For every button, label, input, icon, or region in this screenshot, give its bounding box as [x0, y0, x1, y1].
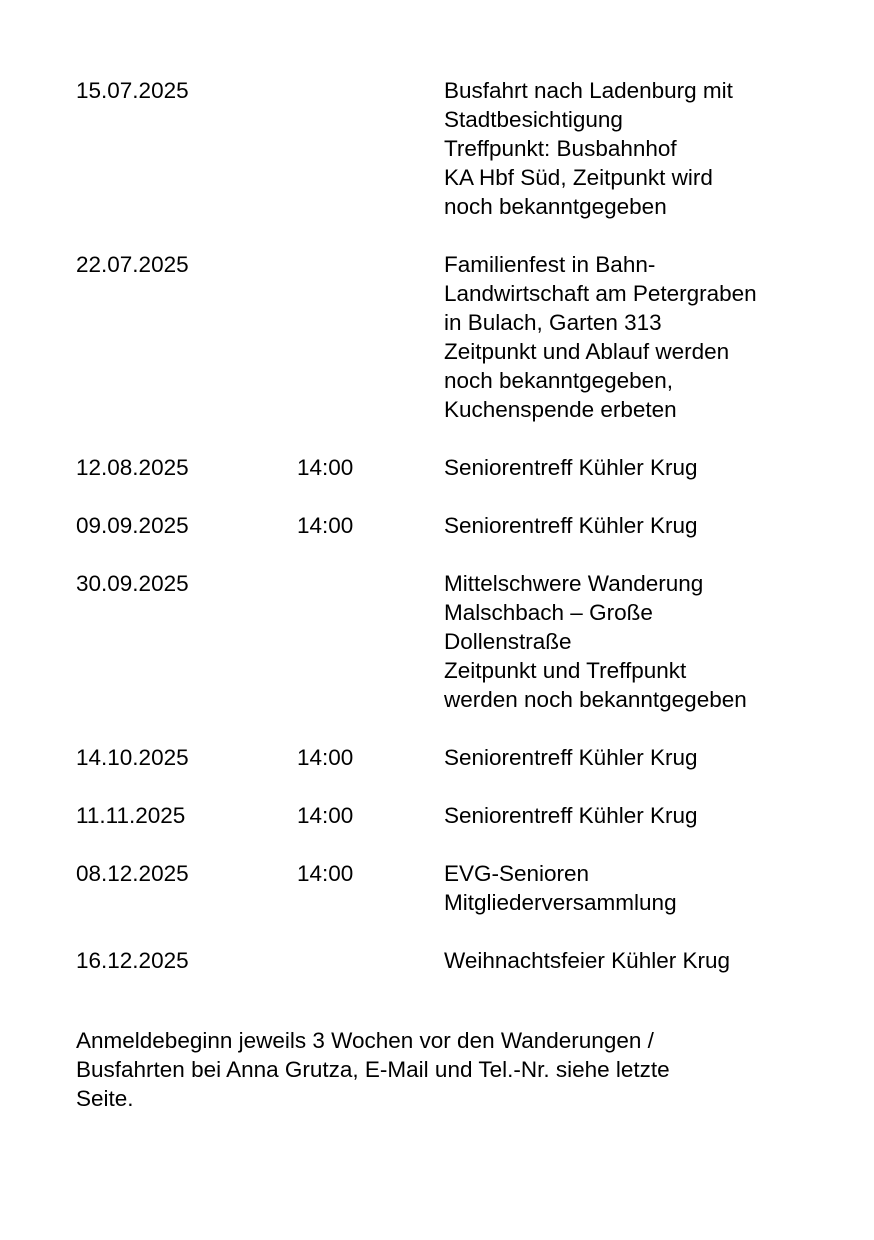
event-description — [444, 453, 836, 482]
registration-note-line: Busfahrten bei Anna Grutza, E-Mail und Tel.-Nr. siehe letzte — [76, 1057, 670, 1082]
event-time — [297, 946, 444, 975]
event-description-line: Landwirtschaft am Petergraben — [444, 281, 757, 306]
event-description-line: EVG-Senioren — [444, 861, 590, 886]
event-row — [76, 511, 836, 540]
event-date: 15.07.2025 — [76, 78, 189, 103]
event-description — [444, 859, 836, 917]
event-description-line: Seniorentreff Kühler Krug — [444, 513, 698, 538]
event-description-line: Zeitpunkt und Ablauf werden — [444, 339, 730, 364]
event-description-line: Zeitpunkt und Treffpunkt — [444, 658, 687, 683]
event-row — [76, 569, 836, 714]
event-description — [444, 250, 836, 424]
event-row — [76, 946, 836, 975]
event-description-line: Treffpunkt: Busbahnhof — [444, 136, 677, 161]
event-row — [76, 453, 836, 482]
event-description-line: Dollenstraße — [444, 629, 572, 654]
event-description — [444, 511, 836, 540]
event-date: 11.11.2025 — [76, 803, 186, 828]
event-description-line: noch bekanntgegeben — [444, 194, 667, 219]
event-description — [444, 743, 836, 772]
event-time: 14:00 — [297, 455, 354, 480]
event-date: 30.09.2025 — [76, 571, 189, 596]
event-description-line: noch bekanntgegeben, — [444, 368, 673, 393]
event-row — [76, 801, 836, 830]
event-time — [297, 250, 444, 424]
event-description-line: in Bulach, Garten 313 — [444, 310, 662, 335]
event-description-line: Familienfest in Bahn- — [444, 252, 656, 277]
event-description-line: Stadtbesichtigung — [444, 107, 623, 132]
registration-note — [76, 1026, 816, 1113]
event-date: 08.12.2025 — [76, 861, 189, 886]
event-date: 22.07.2025 — [76, 252, 189, 277]
event-date: 09.09.2025 — [76, 513, 189, 538]
event-description-line: Malschbach – Große — [444, 600, 653, 625]
event-description — [444, 946, 836, 975]
event-time: 14:00 — [297, 861, 354, 886]
event-schedule — [76, 76, 836, 1004]
event-date: 16.12.2025 — [76, 948, 189, 973]
event-time — [297, 76, 444, 221]
event-description-line: Seniorentreff Kühler Krug — [444, 455, 698, 480]
event-time: 14:00 — [297, 513, 354, 538]
event-date: 12.08.2025 — [76, 455, 189, 480]
event-date: 14.10.2025 — [76, 745, 189, 770]
registration-note-line: Anmeldebeginn jeweils 3 Wochen vor den Wanderungen / — [76, 1028, 654, 1053]
event-description-line: Seniorentreff Kühler Krug — [444, 745, 698, 770]
event-row — [76, 859, 836, 917]
event-row — [76, 250, 836, 424]
event-description-line: Kuchenspende erbeten — [444, 397, 677, 422]
event-description — [444, 801, 836, 830]
event-description-line: Busfahrt nach Ladenburg mit — [444, 78, 733, 103]
event-row — [76, 743, 836, 772]
event-time: 14:00 — [297, 803, 354, 828]
event-description-line: Mitgliederversammlung — [444, 890, 677, 915]
event-description-line: Weihnachtsfeier Kühler Krug — [444, 948, 730, 973]
event-time — [297, 569, 444, 714]
event-description — [444, 569, 836, 714]
event-row — [76, 76, 836, 221]
event-description-line: Mittelschwere Wanderung — [444, 571, 704, 596]
event-time: 14:00 — [297, 745, 354, 770]
registration-note-line: Seite. — [76, 1086, 134, 1111]
event-description — [444, 76, 836, 221]
event-description-line: Seniorentreff Kühler Krug — [444, 803, 698, 828]
event-description-line: KA Hbf Süd, Zeitpunkt wird — [444, 165, 713, 190]
event-description-line: werden noch bekanntgegeben — [444, 687, 747, 712]
